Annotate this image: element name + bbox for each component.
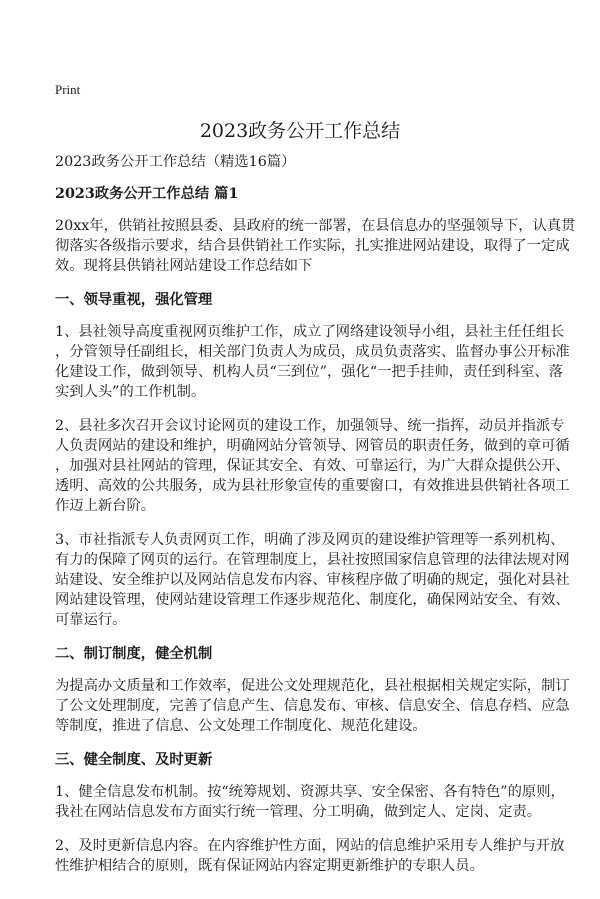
paragraph-line: ，分管领导任副组长，相关部门负责人为成员，成员负责落实、监督办事公开标准 (55, 344, 570, 360)
paragraph (55, 836, 565, 876)
paragraph-line: 1、县社领导高度重视网页维护工作，成立了网络建设领导小组，县社主任任组长 (55, 324, 565, 340)
section-heading: 一、领导重视，强化管理 (55, 292, 213, 308)
paragraph (55, 216, 576, 276)
paragraph-line: 可靠运行。 (55, 612, 127, 628)
paragraph (55, 530, 570, 630)
paragraph-line: 了公文处理制度，完善了信息产生、信息发布、审核、信息安全、信息存档、应急 (55, 698, 570, 714)
paragraph-line: 化建设工作，做到领导、机构人员“三到位”，强化“一把手挂帅，责任到科室、落 (55, 364, 564, 380)
paragraph-line: 作迈上新台阶。 (55, 498, 156, 514)
paragraph (55, 782, 565, 822)
paragraph-line: 我社在网站信息发布方面实行统一管理、分工明确，做到定人、定岗、定责。 (55, 804, 542, 820)
paragraph-line: 3、市社指派专人负责网页工作，明确了涉及网页的建设维护管理等一系列机构、 (55, 532, 565, 548)
section-heading: 二、制订制度，健全机制 (55, 646, 213, 662)
paragraph-line: 人负责网站的建设和维护，明确网站分管领导、网管员的职责任务，做到的章可循 (55, 438, 570, 454)
paragraph-line: 效。现将县供销社网站建设工作总结如下 (55, 258, 313, 274)
document-body (55, 152, 576, 890)
paragraph-line: 1、健全信息发布机制。按“统筹规划、资源共享、安全保密、各有特色”的原则， (55, 784, 565, 800)
paragraph-line: 性维护相结合的原则，既有保证网站内容定期更新维护的专职人员。 (55, 858, 484, 874)
document-title: 2023政务公开工作总结 (199, 120, 401, 142)
paragraph (55, 676, 570, 736)
paragraph-line: 网站建设管理，使网站建设管理工作逐步规范化、制度化，确保网站安全、有效、 (55, 592, 570, 608)
paragraph-line: 彻落实各级指示要求，结合县供销社工作实际，扎实推进网站建设，取得了一定成 (55, 238, 570, 254)
paragraph-line: 等制度，推进了信息、公文处理工作制度化、规范化建设。 (55, 718, 427, 734)
paragraph (55, 416, 570, 516)
paragraph-line: 有力的保障了网页的运行。在管理制度上，县社按照国家信息管理的法律法规对网 (55, 552, 570, 568)
paragraph (55, 322, 570, 402)
section-heading: 三、健全制度、及时更新 (55, 752, 213, 768)
paragraph-line: 站建设、安全维护以及网站信息发布内容、审核程序做了明确的规定，强化对县社 (55, 572, 570, 588)
paragraph-line: ，加强对县社网站的管理，保证其安全、有效、可靠运行，为广大群众提供公开、 (55, 458, 570, 474)
print-link[interactable]: Print (55, 82, 81, 97)
paragraph-line: 透明、高效的公共服务，成为县社形象宣传的重要窗口，有效推进县供销社各项工 (55, 478, 570, 494)
paragraph-line: 为提高办文质量和工作效率，促进公文处理规范化，县社根据相关规定实际，制订 (55, 678, 570, 694)
paragraph-line: 2、县社多次召开会议讨论网页的建设工作，加强领导、统一指挥，动员并指派专 (55, 418, 565, 434)
paragraph-line: 2、及时更新信息内容。在内容维护性方面，网站的信息维护采用专人维护与开放 (55, 838, 565, 854)
article-heading: 2023政务公开工作总结 篇1 (55, 186, 239, 202)
paragraph-line: 20xx年，供销社按照县委、县政府的统一部署，在县信息办的坚强领导下，认真贯 (55, 218, 576, 234)
document-subtitle: 2023政务公开工作总结（精选16篇） (55, 154, 296, 170)
paragraph-line: 实到人头”的工作机制。 (55, 384, 206, 400)
